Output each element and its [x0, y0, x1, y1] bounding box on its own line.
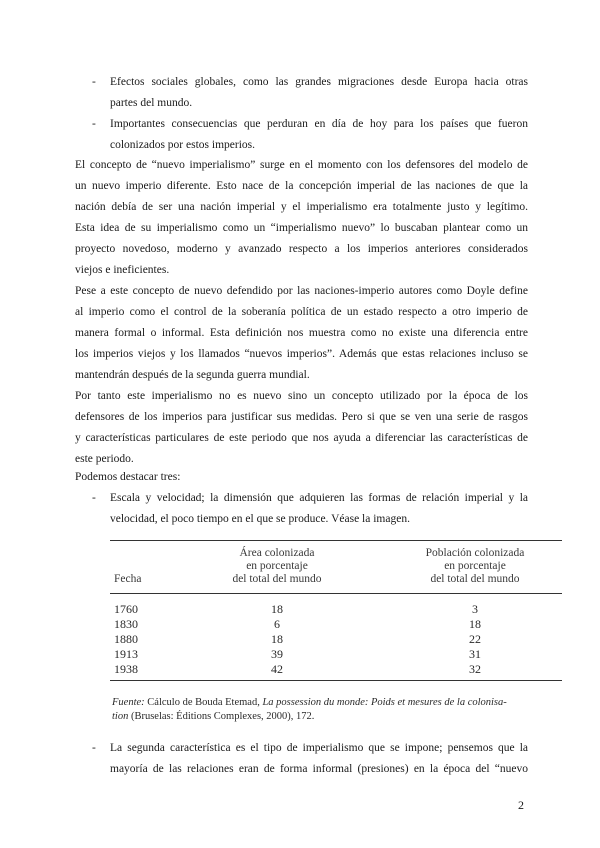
cell-year: 1913: [114, 647, 138, 661]
page-number: 2: [518, 798, 524, 812]
cell-population: 22: [469, 632, 481, 646]
source-text: Cálculo de Bouda Etemad,: [144, 697, 263, 708]
header-area-line: en porcentaje: [246, 560, 308, 572]
cell-population: 31: [469, 647, 481, 661]
bullet-dash: -: [92, 492, 96, 504]
cell-year: 1938: [114, 662, 138, 676]
paragraph-line: un nuevo imperio diferente. Esto nace de la concepción imperial de las naciones de que la: [75, 180, 528, 192]
bullet-dash: -: [92, 742, 96, 754]
cell-area: 6: [274, 617, 280, 631]
header-area: [182, 547, 372, 586]
cell-year: 1760: [114, 602, 138, 616]
table-source-line2: [112, 710, 314, 723]
header-area-line: del total del mundo: [232, 573, 322, 585]
header-population: [390, 547, 560, 586]
header-population-line: del total del mundo: [430, 573, 520, 585]
paragraph-line: proyecto novedoso, moderno y avanzado respecto a los imperios anteriores considerados: [75, 243, 528, 255]
table-source-line1: [112, 696, 507, 709]
header-population-line: Población colonizada: [425, 547, 525, 559]
cell-area: 42: [271, 662, 283, 676]
source-title: La possession du monde: Poids et mesures de la colonisa-: [262, 697, 507, 708]
cell-year: 1830: [114, 617, 138, 631]
bullet-line: Importantes consecuencias que perduran en día de hoy para los países que fueron: [110, 118, 528, 130]
bullet-line: colonizados por estos imperios.: [110, 139, 256, 151]
source-title: tion: [112, 711, 129, 722]
cell-year: 1880: [114, 632, 138, 646]
paragraph-line: Por tanto este imperialismo no es nuevo sino un concepto utilizado por la época de los: [75, 390, 528, 402]
header-fecha: Fecha: [114, 573, 142, 585]
paragraph-line: manera formal o informal. Esta definición nos muestra como no existe una diferencia entre: [75, 327, 528, 339]
paragraph-line: mantendrán después de la segunda guerra mundial.: [75, 369, 310, 381]
header-population-line: en porcentaje: [444, 560, 506, 572]
paragraph-line: viejos e ineficientes.: [75, 264, 170, 276]
paragraph-line: los imperios viejos y los llamados “nuevos imperios”. Además que estas relaciones incluso se: [75, 348, 528, 360]
bullet-line: mayoría de las relaciones eran de forma informal (presiones) en la época del “nuevo: [110, 763, 528, 775]
cell-population: 32: [469, 662, 481, 676]
paragraph-line: El concepto de “nuevo imperialismo” surge en el momento con los defensores del modelo de: [75, 159, 528, 171]
paragraph-line: Podemos destacar tres:: [75, 471, 181, 483]
paragraph-line: nación debía de ser una nación imperial y el imperialismo era totalmente justo y legítimo.: [75, 201, 528, 213]
paragraph-line: y características particulares de este periodo que nos ayuda a diferenciar las características de: [75, 432, 528, 444]
bullet-dash: -: [92, 118, 96, 130]
bullet-line: velocidad, el poco tiempo en el que se produce. Véase la imagen.: [110, 513, 410, 525]
table-header-rule: [110, 593, 562, 594]
source-label: Fuente:: [112, 697, 145, 708]
source-text: (Bruselas: Éditions Complexes, 2000), 172.: [128, 711, 315, 722]
table-bottom-rule: [110, 680, 562, 681]
bullet-line: La segunda característica es el tipo de imperialismo que se impone; pensemos que la: [110, 742, 528, 754]
paragraph-line: Esta idea de su imperialismo como un “imperialismo nuevo” lo buscaban plantear como un: [75, 222, 528, 234]
cell-area: 18: [271, 602, 283, 616]
paragraph-line: Pese a este concepto de nuevo defendido por las naciones-imperio autores como Doyle define: [75, 285, 528, 297]
bullet-line: partes del mundo.: [110, 97, 193, 109]
cell-population: 18: [469, 617, 481, 631]
paragraph-line: defensores de los imperios para justificar sus medidas. Pero si que se ven una serie de rasgos: [75, 411, 528, 423]
bullet-dash: -: [92, 76, 96, 88]
header-area-line: Área colonizada: [239, 547, 315, 559]
cell-area: 18: [271, 632, 283, 646]
table-top-rule: [110, 540, 562, 541]
paragraph-line: al imperio como el control de la soberanía política de un estado respecto a otro imperio de: [75, 306, 528, 318]
bullet-line: Efectos sociales globales, como las grandes migraciones desde Europa hacia otras: [110, 76, 528, 88]
colonization-table-image: [110, 536, 562, 726]
paragraph-line: este periodo.: [75, 453, 134, 465]
bullet-line: Escala y velocidad; la dimensión que adquieren las formas de relación imperial y la: [110, 492, 528, 504]
cell-area: 39: [271, 647, 283, 661]
cell-population: 3: [472, 602, 478, 616]
